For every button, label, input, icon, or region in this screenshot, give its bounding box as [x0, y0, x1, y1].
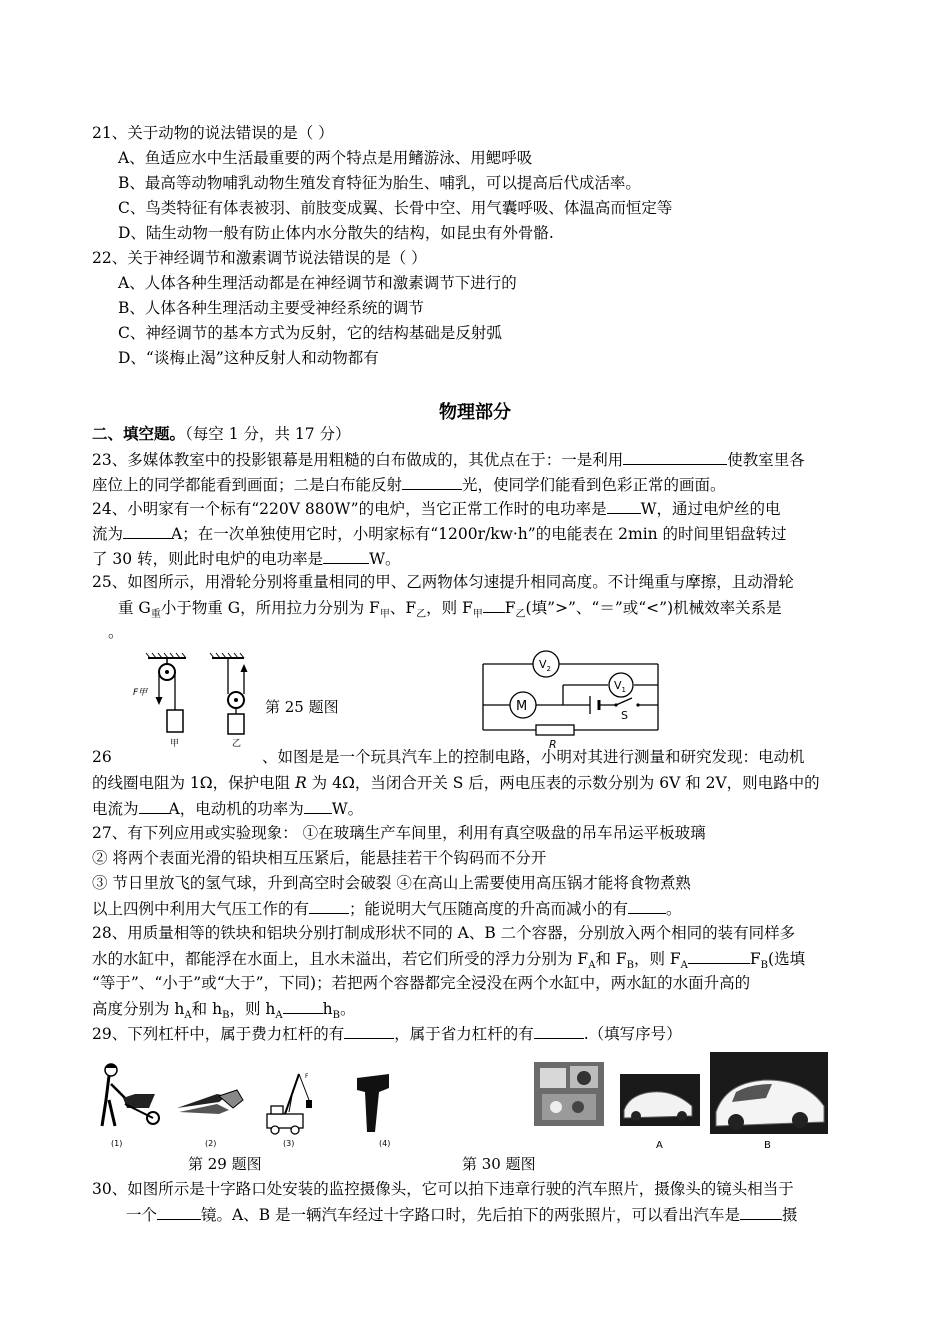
q28-subscript: A	[680, 960, 688, 972]
q25-subscript: 重	[150, 609, 161, 621]
car-photo-a	[620, 1074, 700, 1151]
q28-line1: 28、用质量相等的铁块和铝块分别打制成形状不同的 A、B 二个容器，分别放入两个相同的装有同样多	[92, 924, 796, 942]
answer-blank[interactable]	[688, 947, 750, 964]
q22-stem: 22、关于神经调节和激素调节说法错误的是（ ）	[92, 249, 427, 267]
answer-blank[interactable]	[157, 1203, 201, 1220]
q28-text: ，则 F	[633, 950, 681, 968]
q25-subscript: 乙	[416, 609, 427, 621]
q28-text: 。	[339, 1000, 356, 1018]
q28-subscript: A	[184, 1010, 192, 1022]
q30-line1: 30、如图所示是十字路口处安装的监控摄像头，它可以拍下违章行驶的汽车照片，摄像头的镜头相当于	[92, 1180, 794, 1198]
q26-text: W。	[331, 800, 364, 818]
switch-label: S	[621, 709, 628, 722]
q30-text: 镜。A、B 是一辆汽车经过十字路口时，先后拍下的两张照片，可以看出汽车是	[201, 1206, 741, 1224]
q28-subscript: B	[222, 1010, 230, 1022]
q28-subscript: A	[275, 1010, 283, 1022]
fig29-caption: 第 29 题图	[188, 1155, 262, 1173]
tongs-figure	[357, 1074, 390, 1148]
q21-option-c: C、鸟类特征有体表被羽、前肢变成翼、长骨中空、用气囊呼吸、体温高而恒定等	[118, 199, 673, 217]
q25-text: 重 G	[118, 599, 151, 617]
q25-text: 、F	[389, 599, 417, 617]
q28-text: h	[322, 1000, 333, 1018]
answer-blank[interactable]	[483, 596, 505, 613]
q24-text-f: W。	[369, 550, 401, 568]
surveillance-camera-photo	[534, 1062, 604, 1126]
q21-option-d: D、陆生动物一般有防止体内水分散失的结构，如昆虫有外骨骼.	[118, 224, 554, 242]
section-note: （每空 1 分，共 17 分）	[185, 425, 351, 443]
q25-text: 小于物重 G，所用拉力分别为 F	[160, 599, 380, 617]
fig25-caption: 第 25 题图	[265, 698, 339, 716]
q24-line2	[92, 522, 787, 545]
q25-subscript: 乙	[515, 609, 526, 621]
answer-blank[interactable]	[123, 522, 171, 539]
answer-blank[interactable]	[309, 897, 349, 914]
q23-line1	[92, 448, 805, 471]
q24-text-e: 了 30 转，则此时电炉的电功率是	[92, 550, 324, 568]
svg-text:F: F	[305, 1073, 309, 1080]
q23-text-a: 23、多媒体教室中的投影银幕是用粗糙的白布做成的，其优点在于：一是利用	[92, 451, 624, 469]
lever-figures	[95, 1060, 415, 1150]
q26-text: 为 4Ω，当闭合开关 S 后，两电压表的示数分别为 6V 和 2V，则电路中的	[306, 774, 820, 792]
q28-text: 和 h	[191, 1000, 223, 1018]
q28-text: ，则 h	[229, 1000, 276, 1018]
q24-text-c: 流为	[92, 525, 124, 543]
q26-line2	[92, 772, 820, 794]
q27-line2: ② 将两个表面光滑的铅块相互压紧后，能悬挂若干个钩码而不分开	[92, 849, 547, 867]
lever-label-2: (2)	[205, 1139, 217, 1148]
v2-subscript: 2	[546, 665, 551, 673]
resistor-symbol	[536, 725, 574, 735]
answer-blank[interactable]	[323, 547, 369, 564]
q21-stem: 21、关于动物的说法错误的是（ ）	[92, 124, 334, 142]
q28-line3: “等于”、“小于”或“大于”，下同)；若把两个容器都完全浸没在两个水缸中，两水缸的水面升高的	[92, 974, 751, 992]
q24-line3	[92, 547, 401, 570]
q24-text-a: 24、小明家有一个标有“220V 880W”的电炉，当它正常工作时的电功率是	[92, 500, 607, 518]
v1-subscript: 1	[621, 686, 626, 694]
q30-text: 摄	[782, 1206, 798, 1224]
pulley-figure	[128, 650, 258, 750]
answer-blank[interactable]	[628, 897, 666, 914]
answer-blank[interactable]	[139, 797, 169, 814]
section-heading-text: 二、填空题。	[92, 424, 186, 443]
physics-section-title: 物理部分	[439, 402, 511, 423]
q26-number: 26	[92, 748, 112, 766]
q25-line1: 25、如图所示，用滑轮分别将重量相同的甲、乙两物体匀速提升相同高度。不计绳重与摩擦，且动滑轮	[92, 573, 794, 591]
q27-text: 以上四例中利用大气压工作的有	[92, 900, 310, 918]
q24-text-b: W，通过电炉丝的电	[640, 500, 781, 518]
pliers-figure	[177, 1090, 243, 1148]
q30-text: 一个	[126, 1206, 158, 1224]
v1-label: V	[614, 679, 622, 692]
q25-subscript: 甲	[379, 609, 390, 621]
object-yi-label: 乙	[232, 739, 242, 749]
answer-blank[interactable]	[623, 448, 727, 465]
q25-text: F	[504, 599, 516, 617]
q24-line1	[92, 497, 781, 520]
lever-label-1: (1)	[111, 1139, 123, 1148]
q28-text: 和 F	[595, 950, 627, 968]
resistor-label: R	[549, 738, 557, 750]
q25-text: ，则 F	[426, 599, 473, 617]
q25-line3: 。	[108, 623, 124, 641]
q21-option-a: A、鱼适应水中生活最重要的两个特点是用鳍游泳、用鳃呼吸	[118, 149, 533, 167]
q27-text: ；能说明大气压随高度的升高而减小的有	[349, 900, 629, 918]
force-label: F甲	[133, 688, 148, 698]
fill-in-section-heading	[92, 423, 351, 445]
answer-blank[interactable]	[283, 997, 323, 1014]
q29-text: ，属于省力杠杆的有	[394, 1025, 534, 1043]
q23-text-c: 座位上的同学都能看到画面；二是白布能反射	[92, 476, 403, 494]
q30-line2	[126, 1203, 798, 1226]
q28-subscript: B	[332, 1010, 340, 1022]
q27-line4	[92, 897, 682, 920]
q26-resistor-symbol: R	[295, 774, 307, 792]
q25-subscript: 甲	[472, 609, 483, 621]
q26-text: 的线圈电阻为 1Ω，保护电阻	[92, 774, 296, 792]
wheelbarrow-figure	[102, 1064, 159, 1148]
q24-text-d: A；在一次单独使用它时，小明家标有“1200r/kw·h”的电能表在 2min 的时间里铝盘转过	[171, 525, 787, 543]
q28-text: 水的水缸中，都能浮在水面上，且水未溢出，若它们所受的浮力分别为 F	[92, 950, 589, 968]
q29-line1	[92, 1022, 682, 1045]
q26-text: 电流为	[92, 800, 139, 818]
q23-text-b: 使教室里各	[727, 451, 805, 469]
lever-label-4: (4)	[379, 1139, 391, 1148]
photo-a-label: A	[656, 1140, 663, 1151]
answer-blank[interactable]	[304, 797, 332, 814]
q22-option-a: A、人体各种生理活动都是在神经调节和激素调节下进行的	[118, 274, 517, 292]
lever-label-3: (3)	[283, 1139, 295, 1148]
object-jia-label: 甲	[170, 739, 180, 749]
q28-text: 高度分别为 h	[92, 1000, 185, 1018]
q28-text: (选填	[768, 950, 806, 968]
q22-option-b: B、人体各种生理活动主要受神经系统的调节	[118, 299, 424, 317]
camera-photos-figure	[532, 1052, 857, 1152]
q23-line2	[92, 473, 726, 496]
answer-blank[interactable]	[344, 1022, 394, 1039]
motor-label: M	[516, 699, 528, 714]
q29-text: .（填写序号）	[583, 1025, 682, 1043]
q28-text: F	[749, 950, 761, 968]
q26-text: A，电动机的功率为	[168, 800, 304, 818]
q22-option-d: D、“谈梅止渴”这种反射人和动物都有	[118, 349, 379, 367]
q25-text: (填”>”、“＝”或“<”)机械效率关系是	[525, 599, 782, 617]
answer-blank[interactable]	[607, 497, 641, 514]
q28-subscript: B	[760, 960, 769, 972]
q23-text-d: 光，使同学们能看到色彩正常的画面。	[462, 476, 726, 494]
q21-option-b: B、最高等动物哺乳动物生殖发育特征为胎生、哺乳，可以提高后代成活率。	[118, 174, 641, 192]
crane-figure	[267, 1073, 312, 1148]
q27-text: 。	[666, 900, 682, 918]
q29-text: 29、下列杠杆中，属于费力杠杆的有	[92, 1025, 345, 1043]
answer-blank[interactable]	[534, 1022, 584, 1039]
q26-line1: 、如图是是一个玩具汽车上的控制电路，小明对其进行测量和研究发现：电动机	[262, 748, 805, 766]
q26-line3	[92, 797, 363, 820]
q27-line1: 27、有下列应用或实验现象： ①在玻璃生产车间里，利用有真空吸盘的吊车吊运平板玻璃	[92, 824, 706, 842]
q28-subscript: B	[626, 960, 634, 972]
fig30-caption: 第 30 题图	[462, 1155, 536, 1173]
car-photo-b	[710, 1052, 828, 1151]
q28-subscript: A	[588, 960, 596, 972]
answer-blank[interactable]	[740, 1203, 782, 1220]
circuit-diagram	[478, 650, 663, 750]
answer-blank[interactable]	[402, 473, 462, 490]
photo-b-label: B	[764, 1140, 771, 1151]
v2-label: V	[539, 658, 547, 671]
q22-option-c: C、神经调节的基本方式为反射，它的结构基础是反射弧	[118, 324, 502, 342]
q27-line3: ③ 节日里放飞的氢气球，升到高空时会破裂 ④在高山上需要使用高压锅才能将食物煮熟	[92, 874, 691, 892]
q25-line2	[118, 596, 782, 626]
